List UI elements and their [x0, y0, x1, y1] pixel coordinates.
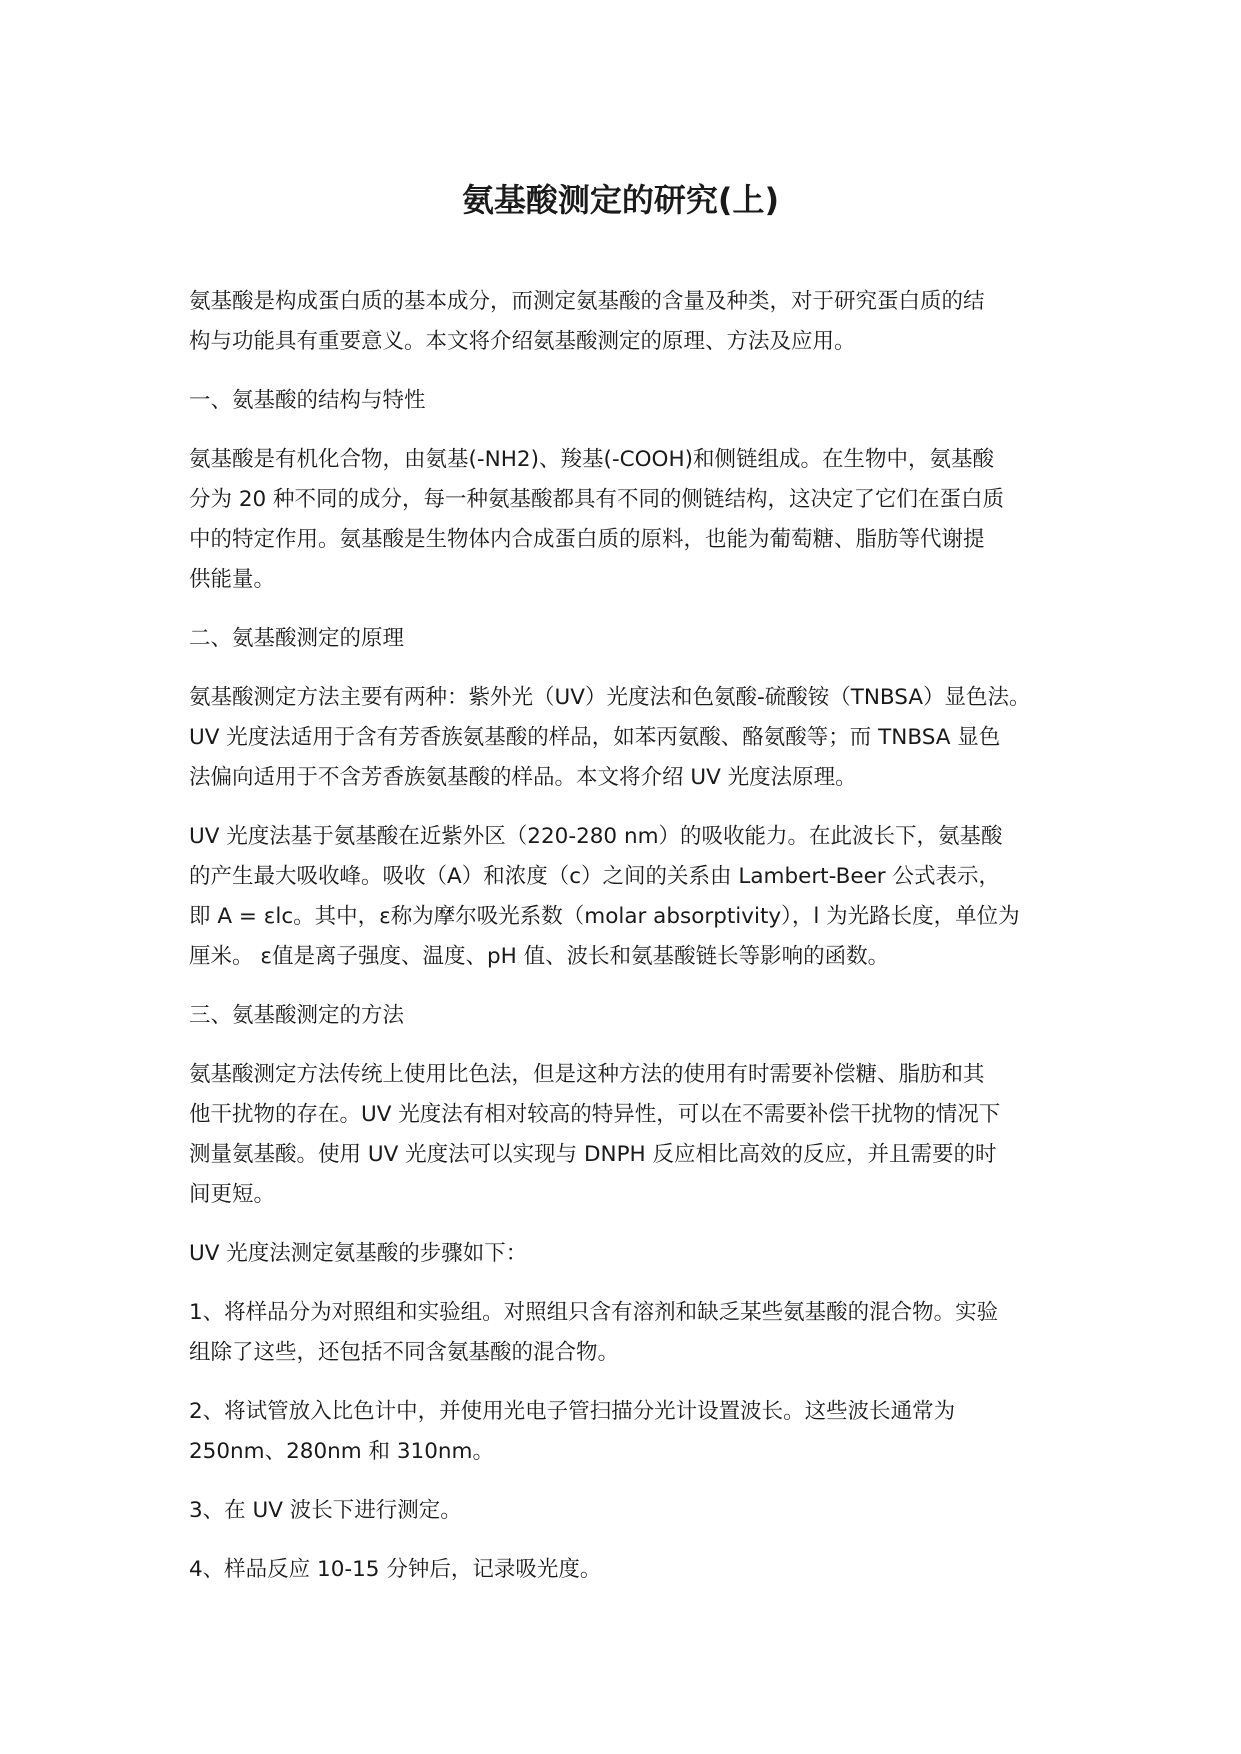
text-line: 4、样品反应 10-15 分钟后，记录吸光度。 [189, 1557, 602, 1582]
text-line: 他干扰物的存在。UV 光度法有相对较高的特异性，可以在不需要补偿干扰物的情况下 [189, 1102, 1001, 1127]
text-line: 250nm、280nm 和 310nm。 [189, 1439, 494, 1464]
text-line: 供能量。 [189, 567, 276, 592]
text-line: 氨基酸测定方法主要有两种：紫外光（UV）光度法和色氨酸-硫酸铵（TNBSA）显色法。 [189, 685, 1031, 710]
text-line: 法偏向适用于不含芳香族氨基酸的样品。本文将介绍 UV 光度法原理。 [189, 765, 857, 790]
paragraph-9 [189, 1234, 1069, 1274]
text-line: 2、将试管放入比色计中，并使用光电子管扫描分光计设置波长。这些波长通常为 [189, 1399, 956, 1424]
paragraph-1 [189, 282, 1069, 362]
document-title: 氨基酸测定的研究(上) [461, 181, 780, 219]
paragraph-8 [189, 1055, 1069, 1215]
paragraph-12 [189, 1491, 1069, 1531]
paragraph-10 [189, 1293, 1069, 1373]
paragraph-5 [189, 678, 1069, 798]
paragraph-11 [189, 1392, 1069, 1472]
text-line: 分为 20 种不同的成分，每一种氨基酸都具有不同的侧链结构，这决定了它们在蛋白质 [189, 487, 1005, 512]
text-line: 氨基酸是有机化合物，由氨基(-NH2)、羧基(-COOH)和侧链组成。在生物中，氨基酸 [189, 447, 995, 472]
text-line: 三、氨基酸测定的方法 [189, 1003, 405, 1028]
text-line: 二、氨基酸测定的原理 [189, 626, 405, 651]
text-line: 构与功能具有重要意义。本文将介绍氨基酸测定的原理、方法及应用。 [189, 329, 856, 354]
text-line: 1、将样品分为对照组和实验组。对照组只含有溶剂和缺乏某些氨基酸的混合物。实验 [189, 1300, 999, 1325]
paragraph-4 [189, 619, 1069, 659]
text-line: 间更短。 [189, 1182, 276, 1207]
text-line: UV 光度法适用于含有芳香族氨基酸的样品，如苯丙氨酸、酪氨酸等；而 TNBSA 显色 [189, 725, 1001, 750]
document-body [189, 282, 1069, 1609]
text-line: 即 A = εlc。其中，ε称为摩尔吸光系数（molar absorptivity），l 为光路长度，单位为 [189, 904, 1020, 929]
text-line: UV 光度法基于氨基酸在近紫外区（220-280 nm）的吸收能力。在此波长下，氨基酸 [189, 824, 1003, 849]
text-line: 一、氨基酸的结构与特性 [189, 388, 426, 413]
paragraph-6 [189, 817, 1069, 977]
text-line: 氨基酸是构成蛋白质的基本成分，而测定氨基酸的含量及种类，对于研究蛋白质的结 [189, 289, 985, 314]
text-line: 3、在 UV 波长下进行测定。 [189, 1498, 462, 1523]
text-line: UV 光度法测定氨基酸的步骤如下： [189, 1241, 528, 1266]
text-line: 的产生最大吸收峰。吸收（A）和浓度（c）之间的关系由 Lambert-Beer 公式表示， [189, 864, 1000, 889]
text-line: 厘米。 ε值是离子强度、温度、pH 值、波长和氨基酸链长等影响的函数。 [189, 944, 890, 969]
paragraph-13 [189, 1550, 1069, 1590]
text-line: 组除了这些，还包括不同含氨基酸的混合物。 [189, 1340, 620, 1365]
text-line: 测量氨基酸。使用 UV 光度法可以实现与 DNPH 反应相比高效的反应，并且需要的时 [189, 1142, 997, 1167]
text-line: 中的特定作用。氨基酸是生物体内合成蛋白质的原料，也能为葡萄糖、脂肪等代谢提 [189, 527, 985, 552]
paragraph-2 [189, 381, 1069, 421]
paragraph-7 [189, 996, 1069, 1036]
text-line: 氨基酸测定方法传统上使用比色法，但是这种方法的使用有时需要补偿糖、脂肪和其 [189, 1062, 985, 1087]
paragraph-3 [189, 440, 1069, 600]
